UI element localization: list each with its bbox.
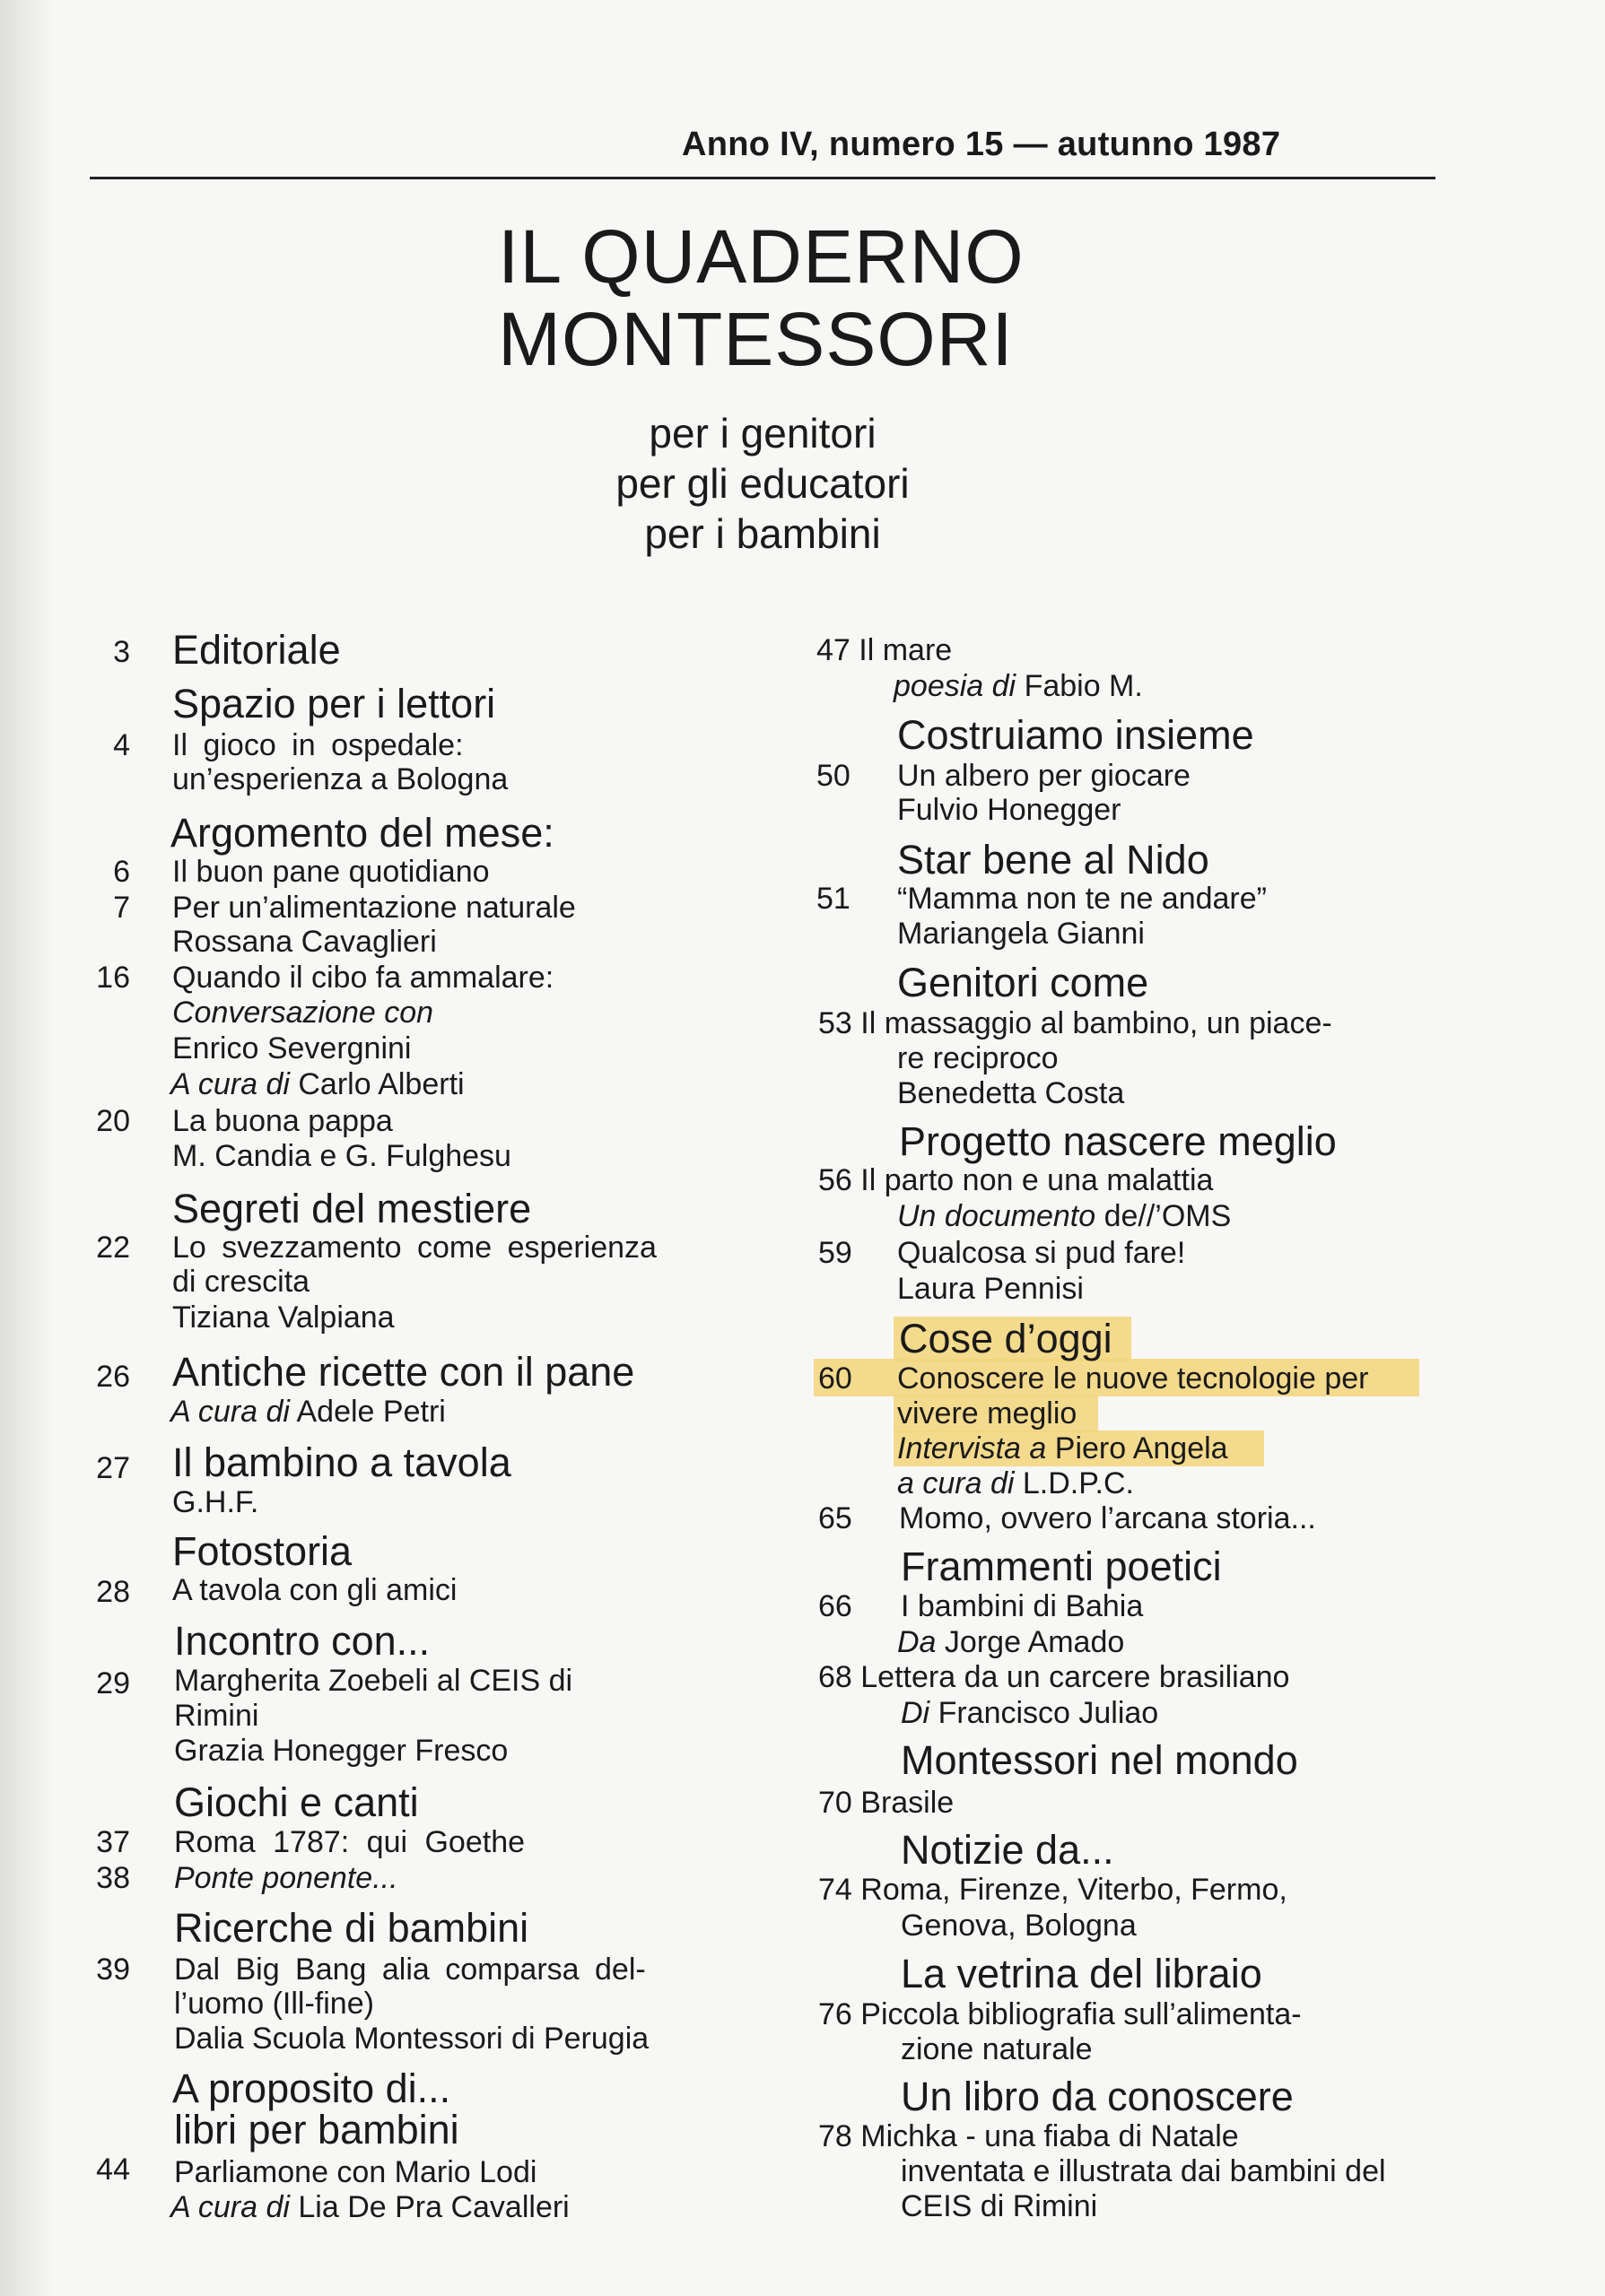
toc-entry: vivere meglio bbox=[897, 1396, 1077, 1431]
magazine-title bbox=[498, 215, 1025, 380]
section-heading: Editoriale bbox=[172, 627, 341, 673]
section-heading: Cose d’oggi bbox=[899, 1316, 1112, 1361]
section-heading: Argomento del mese: bbox=[170, 810, 554, 856]
page-number: 50 bbox=[816, 759, 850, 793]
toc-author: Mariangela Gianni bbox=[897, 917, 1145, 951]
toc-entry: Il buon pane quotidiano bbox=[172, 855, 490, 889]
section-heading: Notizie da... bbox=[901, 1827, 1114, 1873]
toc-credit bbox=[170, 1067, 465, 1101]
title-line-1: IL QUADERNO bbox=[498, 214, 1025, 299]
page-number: 3 bbox=[113, 635, 130, 669]
title-line-2: MONTESSORI bbox=[498, 297, 1014, 381]
toc-entry: l’uomo (Ill-fine) bbox=[174, 1987, 374, 2021]
toc-entry: Ponte ponente... bbox=[174, 1861, 398, 1895]
section-heading: Ricerche di bambini bbox=[174, 1905, 529, 1951]
section-heading: libri per bambini bbox=[174, 2107, 459, 2152]
credit-name: Francisco Juliao bbox=[938, 1696, 1159, 1730]
credit-label: Da bbox=[897, 1625, 937, 1659]
toc-entry: 70 Brasile bbox=[818, 1786, 955, 1820]
section-heading: Genitori come bbox=[897, 960, 1149, 1005]
toc-credit bbox=[170, 1395, 446, 1429]
subtitle-line-1: per i genitori bbox=[649, 410, 877, 457]
toc-author: Fulvio Honegger bbox=[897, 793, 1121, 827]
page-number: 38 bbox=[96, 1861, 130, 1895]
section-heading: Frammenti poetici bbox=[901, 1544, 1222, 1589]
toc-credit bbox=[894, 669, 1143, 703]
toc-author: Laura Pennisi bbox=[897, 1272, 1084, 1306]
page-number: 60 bbox=[818, 1361, 852, 1396]
credit-label: a cura di bbox=[897, 1466, 1015, 1500]
section-heading: Spazio per i lettori bbox=[172, 681, 496, 726]
toc-entry: A tavola con gli amici bbox=[172, 1573, 458, 1607]
toc-note: Conversazione con bbox=[172, 996, 434, 1030]
toc-entry: Rimini bbox=[174, 1699, 259, 1733]
credit-label: A cura di bbox=[170, 1067, 290, 1101]
toc-author: G.H.F. bbox=[172, 1485, 259, 1519]
page-number: 51 bbox=[816, 882, 850, 916]
toc-entry: 76 Piccola bibliografia sull’alimenta- bbox=[818, 1997, 1302, 2031]
toc-author: Grazia Honegger Fresco bbox=[174, 1734, 509, 1768]
section-heading: Giochi e canti bbox=[174, 1779, 419, 1825]
toc-entry: La buona pappa bbox=[172, 1104, 393, 1138]
section-heading: La vetrina del libraio bbox=[901, 1951, 1262, 1996]
credit-label: Di bbox=[901, 1696, 930, 1730]
page-number: 66 bbox=[818, 1589, 852, 1623]
page-number: 39 bbox=[96, 1952, 130, 1987]
toc-credit bbox=[170, 2190, 570, 2224]
toc-entry: Per un’alimentazione naturale bbox=[172, 891, 576, 925]
page-number: 20 bbox=[96, 1104, 130, 1138]
section-heading: Un libro da conoscere bbox=[901, 2074, 1294, 2119]
credit-name: Piero Angela bbox=[1054, 1431, 1228, 1465]
subtitle-line-3: per i bambini bbox=[644, 510, 881, 557]
toc-entry: Conoscere le nuove tecnologie per bbox=[897, 1361, 1369, 1396]
toc-credit bbox=[897, 1625, 1124, 1659]
credit-label: poesia di bbox=[894, 669, 1016, 703]
toc-entry: un’esperienza a Bologna bbox=[172, 762, 509, 796]
page-number: 65 bbox=[818, 1501, 852, 1535]
section-heading: A proposito di... bbox=[172, 2066, 451, 2111]
section-heading: Incontro con... bbox=[174, 1618, 431, 1664]
toc-entry: inventata e illustrata dai bambini del bbox=[901, 2154, 1386, 2188]
toc-entry: Lo svezzamento come esperienza bbox=[172, 1231, 657, 1265]
page-number: 16 bbox=[96, 961, 130, 995]
toc-entry: Qualcosa si pud fare! bbox=[897, 1236, 1186, 1270]
page-number: 26 bbox=[96, 1360, 130, 1394]
section-heading: Montessori nel mondo bbox=[901, 1737, 1298, 1783]
page-number: 4 bbox=[113, 728, 130, 762]
page-number: 37 bbox=[96, 1825, 130, 1859]
credit-name: Jorge Amado bbox=[944, 1625, 1125, 1659]
toc-entry: Parliamone con Mario Lodi bbox=[174, 2155, 537, 2189]
credit-label: Intervista a bbox=[897, 1431, 1047, 1465]
toc-entry: 78 Michka - una fiaba di Natale bbox=[818, 2119, 1239, 2153]
toc-author: Dalia Scuola Montessori di Perugia bbox=[174, 2022, 650, 2056]
toc-entry: 68 Lettera da un carcere brasiliano bbox=[818, 1660, 1290, 1694]
toc-author: Tiziana Valpiana bbox=[172, 1300, 395, 1335]
page-number: 7 bbox=[113, 891, 130, 925]
toc-entry: CEIS di Rimini bbox=[901, 2189, 1098, 2223]
section-heading: Antiche ricette con il pane bbox=[172, 1349, 635, 1395]
page-edge-shadow bbox=[0, 0, 54, 2296]
issue-info: Anno IV, numero 15 — autunno 1987 bbox=[682, 126, 1281, 163]
page-number: 44 bbox=[96, 2152, 130, 2187]
section-heading: Il bambino a tavola bbox=[172, 1439, 511, 1485]
section-heading: Star bene al Nido bbox=[897, 837, 1209, 883]
page-number: 22 bbox=[96, 1231, 130, 1265]
toc-entry: Margherita Zoebeli al CEIS di bbox=[174, 1664, 573, 1698]
credit-label: A cura di bbox=[170, 1395, 290, 1429]
credit-label: Un documento bbox=[897, 1199, 1096, 1233]
toc-entry: Momo, ovvero l’arcana storia... bbox=[899, 1501, 1316, 1535]
toc-author: Rossana Cavaglieri bbox=[172, 925, 437, 959]
section-heading: Fotostoria bbox=[172, 1528, 353, 1574]
toc-credit bbox=[897, 1431, 1228, 1465]
credit-name: Carlo Alberti bbox=[298, 1067, 465, 1101]
toc-entry: 56 Il parto non e una malattia bbox=[818, 1163, 1214, 1197]
toc-entry: 74 Roma, Firenze, Viterbo, Fermo, bbox=[818, 1873, 1287, 1907]
toc-entry: “Mamma non te ne andare” bbox=[897, 882, 1267, 916]
credit-name: Adele Petri bbox=[296, 1395, 446, 1429]
toc-credit bbox=[897, 1199, 1231, 1233]
credit-label: A cura di bbox=[170, 2190, 290, 2224]
section-heading: Costruiamo insieme bbox=[897, 712, 1254, 758]
toc-entry: Un albero per giocare bbox=[897, 759, 1191, 793]
toc-author: M. Candia e G. Fulghesu bbox=[172, 1139, 511, 1173]
page-number: 6 bbox=[113, 855, 130, 889]
toc-author: Benedetta Costa bbox=[897, 1076, 1125, 1110]
page-number: 59 bbox=[818, 1236, 852, 1270]
toc-credit bbox=[897, 1466, 1134, 1500]
toc-entry: Roma 1787: qui Goethe bbox=[174, 1825, 526, 1859]
section-heading: Segreti del mestiere bbox=[172, 1186, 532, 1231]
page-number: 27 bbox=[96, 1451, 130, 1485]
subtitle bbox=[502, 408, 1023, 559]
toc-entry: Il gioco in ospedale: bbox=[172, 728, 464, 762]
toc-entry: re reciproco bbox=[897, 1041, 1059, 1075]
toc-entry: di crescita bbox=[172, 1265, 310, 1299]
toc-entry: I bambini di Bahia bbox=[901, 1589, 1144, 1623]
credit-name: Lia De Pra Cavalleri bbox=[298, 2190, 570, 2224]
toc-author: Enrico Severgnini bbox=[172, 1031, 412, 1065]
toc-entry: Dal Big Bang alia comparsa del- bbox=[174, 1952, 646, 1987]
toc-credit bbox=[901, 1696, 1158, 1730]
credit-name: de//’OMS bbox=[1103, 1199, 1232, 1233]
header-rule bbox=[90, 177, 1435, 179]
toc-entry: 53 Il massaggio al bambino, un piace- bbox=[818, 1006, 1332, 1040]
credit-name: L.D.P.C. bbox=[1022, 1466, 1134, 1500]
subtitle-line-2: per gli educatori bbox=[615, 460, 910, 507]
toc-entry: 47 Il mare bbox=[816, 633, 953, 667]
toc-entry: zione naturale bbox=[901, 2032, 1093, 2066]
page-number: 28 bbox=[96, 1575, 130, 1609]
toc-entry: Quando il cibo fa ammalare: bbox=[172, 961, 554, 995]
credit-name: Fabio M. bbox=[1024, 669, 1143, 703]
section-heading: Progetto nascere meglio bbox=[899, 1118, 1337, 1164]
toc-entry: Genova, Bologna bbox=[901, 1909, 1137, 1943]
page-number: 29 bbox=[96, 1666, 130, 1700]
